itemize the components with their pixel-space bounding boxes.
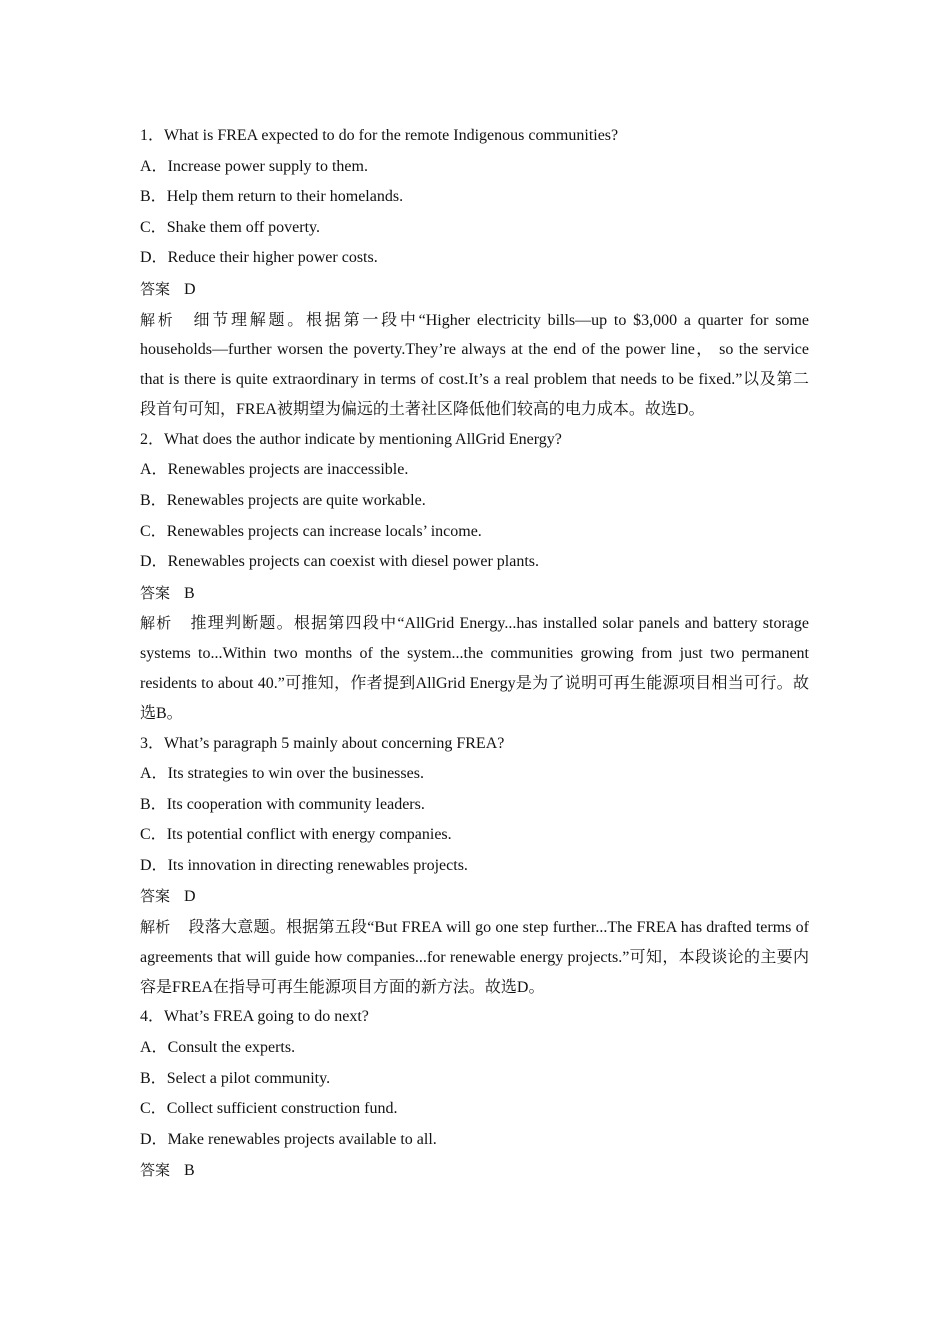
question-number: 4．	[140, 1008, 165, 1026]
answer-line	[140, 274, 809, 306]
explanation-label: 解析	[140, 310, 176, 329]
explanation-label: 解析	[140, 918, 171, 937]
question-number: 2．	[140, 430, 165, 448]
explanation	[140, 913, 809, 1002]
option-d: D．Its innovation in directing renewables projects.	[140, 856, 468, 874]
answer-value: B	[184, 584, 195, 602]
option-a: A．Renewables projects are inaccessible.	[140, 461, 409, 479]
answer-label: 答案	[140, 279, 171, 298]
question-block	[140, 121, 809, 425]
option-c: C．Renewables projects can increase locals’ income.	[140, 522, 482, 540]
explanation-text: 细节理解题。根据第一段中“Higher electricity bills—up to $3,000 a quarter for some households—further worsen the poverty.They’re always at the end of the power line， so the service that is there is quite extraordinary in terms of cost.It’s a real problem that needs to be fixed.”以及第二段首句可知，FREA被期望为偏远的土著社区降低他们较高的电力成本。故选D。	[140, 311, 809, 418]
option-d: D．Reduce their higher power costs.	[140, 249, 378, 267]
worksheet-page	[140, 121, 809, 1187]
question-stem: 2．What does the author indicate by mentioning AllGrid Energy?	[140, 430, 562, 448]
explanation-text: 推理判断题。根据第四段中“AllGrid Energy...has installed solar panels and battery storage systems to...Within two months of the system...the communities growing from just two permanent residents to about 40.”可推知，作者提到AllGrid Energy是为了说明可再生能源项目相当可行。故选B。	[140, 615, 809, 722]
option-d: D．Renewables projects can coexist with diesel power plants.	[140, 553, 540, 571]
question-stem: 4．What’s FREA going to do next?	[140, 1008, 369, 1026]
option-b: B．Select a pilot community.	[140, 1069, 331, 1087]
option-d: D．Make renewables projects available to all.	[140, 1130, 437, 1148]
answer-value: B	[184, 1162, 195, 1180]
question-number: 1．	[140, 127, 165, 144]
answer-label: 答案	[140, 583, 171, 602]
question-stem: 3．What’s paragraph 5 mainly about concerning FREA?	[140, 734, 505, 752]
answer-line	[140, 578, 809, 610]
option-c: C．Its potential conflict with energy companies.	[140, 826, 452, 844]
explanation	[140, 306, 809, 425]
question-block	[140, 1002, 809, 1187]
option-a: A．Increase power supply to them.	[140, 157, 368, 175]
answer-label: 答案	[140, 887, 171, 906]
option-a: A．Consult the experts.	[140, 1039, 296, 1057]
explanation	[140, 609, 809, 728]
option-b: B．Help them return to their homelands.	[140, 188, 404, 206]
answer-value: D	[184, 280, 196, 298]
explanation-label: 解析	[140, 614, 173, 633]
answer-line	[140, 1155, 809, 1187]
question-block	[140, 425, 809, 729]
question-stem: 1．What is FREA expected to do for the remote Indigenous communities?	[140, 127, 619, 144]
option-b: B．Renewables projects are quite workable.	[140, 491, 426, 509]
option-c: C．Shake them off poverty.	[140, 218, 320, 236]
question-number: 3．	[140, 734, 165, 752]
question-block	[140, 729, 809, 1003]
answer-value: D	[184, 888, 196, 906]
answer-label: 答案	[140, 1161, 171, 1180]
explanation-text: 段落大意题。根据第五段“But FREA will go one step further...The FREA has drafted terms of agreements that will guide how companies...for renewable energy projects.”可知，本段谈论的主要内容是FREA在指导可再生能源项目方面的新方法。故选D。	[140, 919, 809, 996]
option-b: B．Its cooperation with community leaders.	[140, 795, 425, 813]
answer-line	[140, 881, 809, 913]
option-c: C．Collect sufficient construction fund.	[140, 1100, 398, 1118]
option-a: A．Its strategies to win over the businesses.	[140, 765, 424, 783]
